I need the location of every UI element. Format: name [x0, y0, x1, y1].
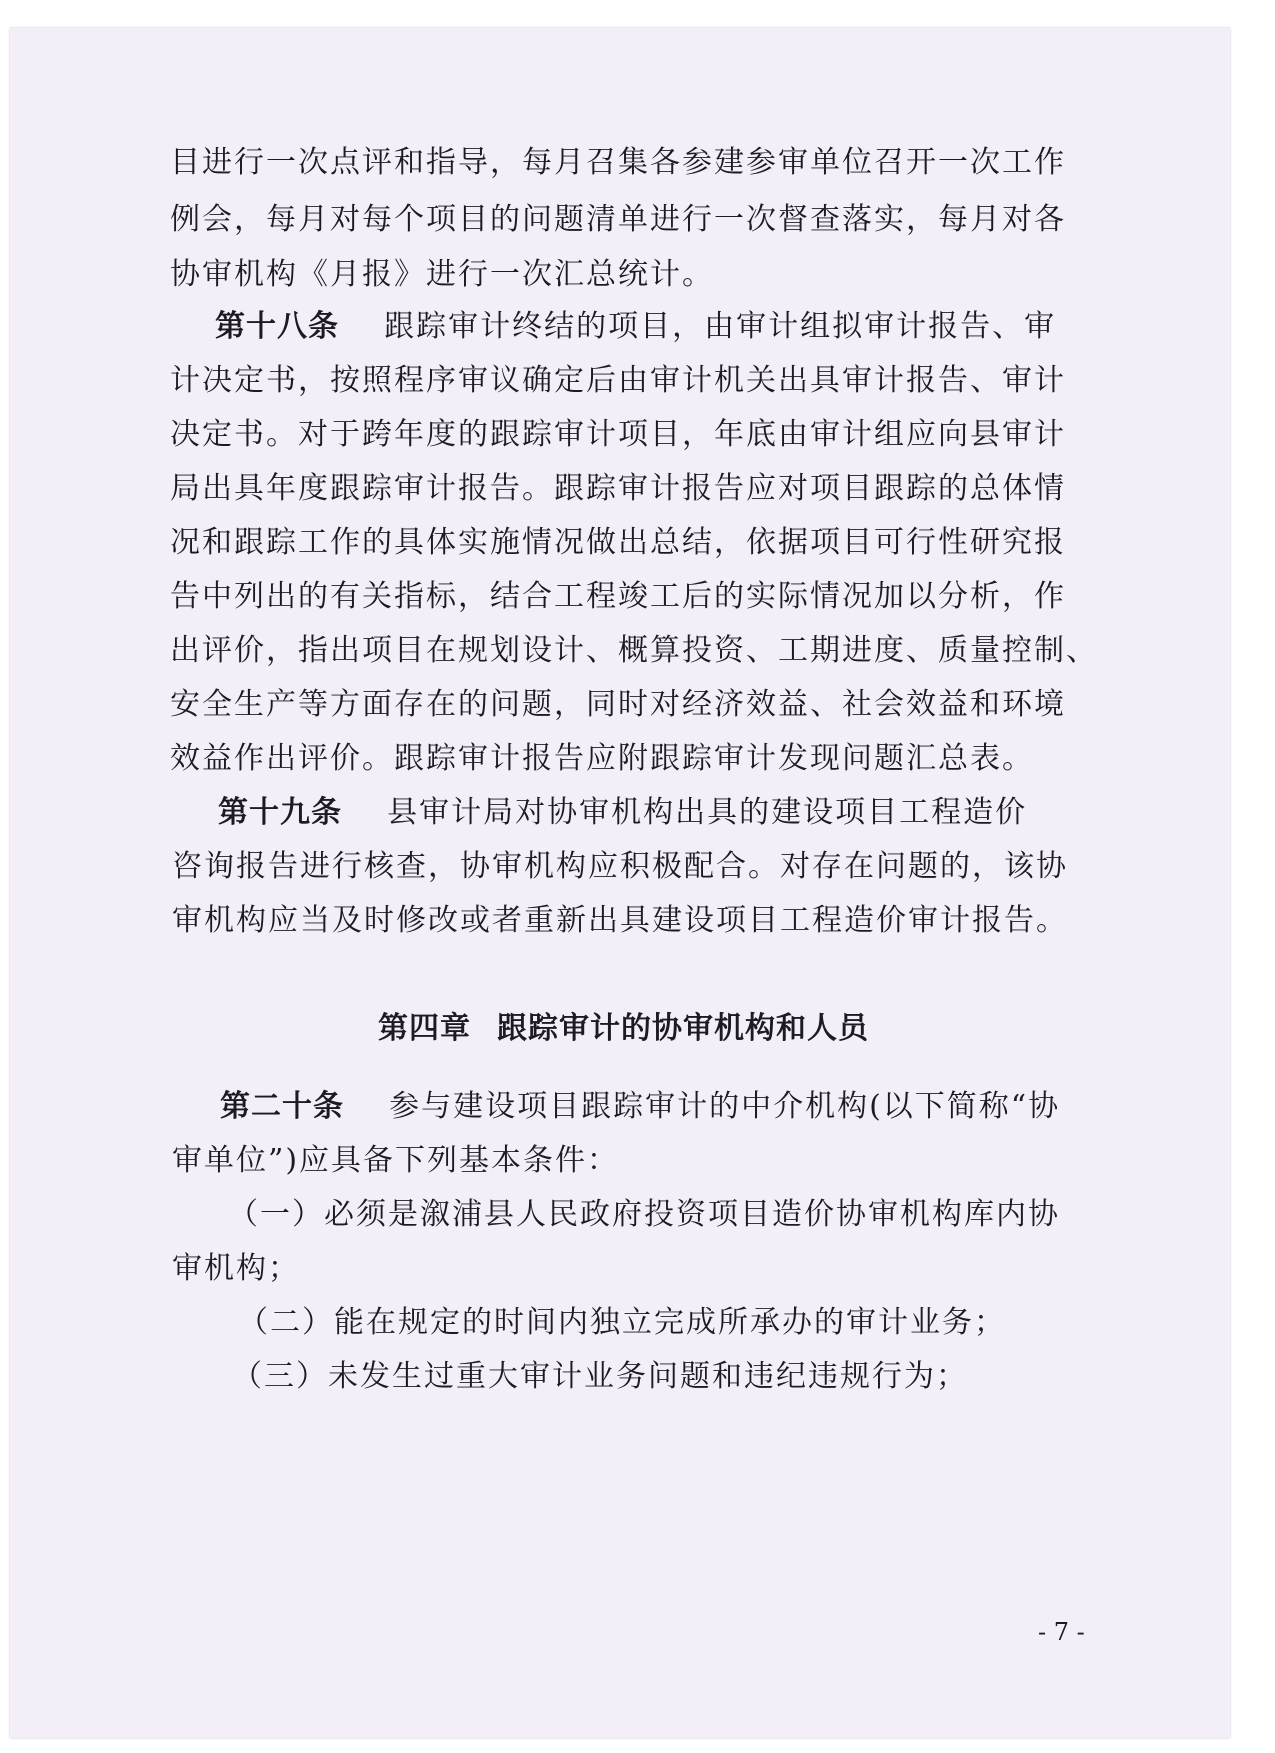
body-line: 告中列出的有关指标，结合工程竣工后的实际情况加以分析，作 — [170, 579, 1066, 614]
article-18-first-line — [215, 310, 1170, 344]
body-line: 决定书。对于跨年度的跟踪审计项目，年底由审计组应向县审计 — [170, 417, 1066, 452]
body-line: 目进行一次点评和指导，每月召集各参建参审单位召开一次工作 — [170, 145, 1066, 180]
body-line: 安全生产等方面存在的问题，同时对经济效益、社会效益和环境 — [170, 687, 1066, 722]
body-line: 局出具年度跟踪审计报告。跟踪审计报告应对项目跟踪的总体情 — [170, 471, 1066, 506]
article-19-first-line — [218, 796, 1173, 830]
article-18-heading: 第十八条 — [215, 309, 339, 344]
chapter-number: 第四章 — [378, 1011, 471, 1046]
body-line: 例会，每月对每个项目的问题清单进行一次督查落实，每月对各 — [170, 202, 1066, 237]
body-line: 咨询报告进行核查，协审机构应积极配合。对存在问题的，该协 — [172, 849, 1068, 884]
body-line: 审单位”)应具备下列基本条件： — [172, 1143, 620, 1178]
article-19-heading: 第十九条 — [218, 795, 342, 830]
article-19-text: 县审计局对协审机构出具的建设项目工程造价 — [387, 795, 1028, 830]
article-20-text: 参与建设项目跟踪审计的中介机构(以下简称“协 — [389, 1089, 1061, 1124]
list-item-3: （三）未发生过重大审计业务问题和违纪违规行为； — [232, 1359, 968, 1394]
article-20-heading: 第二十条 — [220, 1089, 344, 1124]
article-18-text: 跟踪审计终结的项目，由审计组拟审计报告、审 — [384, 309, 1057, 344]
article-20-first-line — [220, 1090, 1175, 1124]
list-item-2: （二）能在规定的时间内独立完成所承办的审计业务； — [238, 1305, 1006, 1340]
body-line: 审机构； — [172, 1251, 300, 1286]
body-line: 况和跟踪工作的具体实施情况做出总结，依据项目可行性研究报 — [170, 525, 1066, 560]
list-item-1: （一）必须是溆浦县人民政府投资项目造价协审机构库内协 — [228, 1197, 1060, 1232]
chapter-title: 跟踪审计的协审机构和人员 — [497, 1011, 869, 1046]
body-line: 计决定书，按照程序审议确定后由审计机关出具审计报告、审计 — [170, 363, 1066, 398]
page-number: - 7 - — [1038, 1618, 1085, 1646]
body-line: 协审机构《月报》进行一次汇总统计。 — [170, 257, 714, 292]
body-line: 效益作出评价。跟踪审计报告应附跟踪审计发现问题汇总表。 — [170, 741, 1034, 776]
body-line: 出评价，指出项目在规划设计、概算投资、工期进度、质量控制、 — [170, 633, 1098, 668]
chapter-heading — [378, 1012, 869, 1046]
body-line: 审机构应当及时修改或者重新出具建设项目工程造价审计报告。 — [172, 903, 1068, 938]
